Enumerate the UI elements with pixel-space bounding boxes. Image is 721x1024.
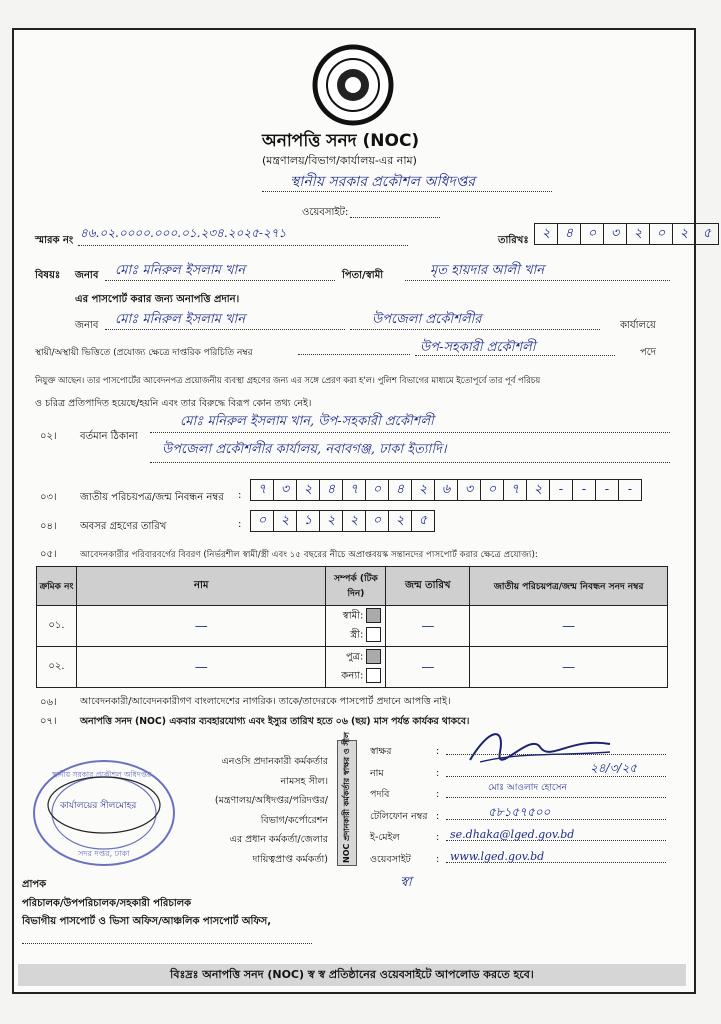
item-num: ০৪।: [40, 521, 57, 532]
subject-tail: এর পাসপোর্ট করার জন্য অনাপত্তি প্রদান।: [75, 294, 240, 305]
cell-serial: ০২.: [37, 647, 77, 688]
janab2-label: জনাব: [75, 320, 99, 331]
office-name: উপজেলা প্রকৌশলীর: [372, 312, 482, 327]
father-name: মৃত হায়দার আলী খান: [430, 263, 545, 278]
line3: নিযুক্ত আছেন। তার পাসপোর্টের আবেদনপত্র প্রয়োজনীয় ব্যবস্থা গ্রহণের জন্য এর সঙ্গে প্রেরণ করা হ'ল। পুলিশ বিভাগের মাধ্যমে ইতোপূর্বে তার পূর্ব পরিচয়: [35, 375, 541, 385]
line4: ও চরিত্র প্রতিপাদিত হয়েছে/হয়নি এবং তার বিরুদ্ধে বিরূপ কোন তথ্য নেই।: [35, 398, 312, 409]
table-row: [37, 647, 668, 688]
date-digit-box: ০: [650, 224, 673, 244]
stamp-officer-name: মোঃ আওলাদ হোসেন: [488, 783, 567, 793]
nid-digit-box: ৪: [389, 480, 412, 500]
checkbox[interactable]: [366, 668, 381, 683]
th-relation: সম্পর্ক (টিক দিন): [326, 567, 386, 606]
nid-digit-box: ৭: [504, 480, 527, 500]
cell-nid: —: [470, 647, 668, 688]
ministry-hint: (মন্ত্রণালয়/বিভাগ/কার্যালয়-এর নাম): [262, 154, 417, 167]
address-line-2: উপজেলা প্রকৌশলীর কার্যালয়, নবাবগঞ্জ, ঢাকা ইত্যাদি।: [162, 442, 447, 457]
nid-digit-box: ৭: [251, 480, 274, 500]
officer-desc-line: দায়িত্বপ্রাপ্ত কর্মকর্তা): [252, 853, 328, 865]
retire-digit-box: ০: [366, 511, 389, 531]
date-digit-box: ২: [535, 224, 558, 244]
nid-digit-box: ২: [527, 480, 550, 500]
rel-husband: স্বামী:: [342, 610, 364, 621]
officer-desc-line: বিভাগ/কর্পোরেশন: [260, 814, 328, 826]
th-dob: জন্ম তারিখ: [386, 567, 470, 606]
th-nid: জাতীয় পরিচয়পত্র/জন্ম নিবন্ধন সনদ নম্বর: [470, 567, 668, 606]
cell-serial: ০১.: [37, 606, 77, 647]
field-email: ই-মেইল: [370, 832, 400, 843]
rel-wife: স্ত্রী:: [350, 629, 364, 641]
govt-seal-icon: [312, 44, 394, 126]
nid-digit-box: ৬: [435, 480, 458, 500]
nid-digit-box: ৩: [274, 480, 297, 500]
applicant-name: মোঃ মনিরুল ইসলাম খান: [115, 263, 246, 278]
applicant-name-2: মোঃ মনিরুল ইসলাম খান: [115, 312, 246, 327]
cell-name: —: [76, 606, 326, 647]
nid-digit-box: -: [596, 480, 619, 500]
table-row: [37, 606, 668, 647]
date-boxes: [534, 223, 719, 245]
father-label: পিতা/স্বামী: [342, 270, 384, 281]
family-label: আবেদনকারীর পরিবারবর্গের বিবরণ (নির্ভরশীল স্বামী/স্ত্রী এবং ১৫ বছরের নীচে অপ্রাপ্তবয়স্ক সন্তানদের পাসপোর্ট করার ক্ষেত্রে প্রযোজ্য):: [80, 550, 538, 560]
noc-officer-vertical-label: NOC প্রদানকারী কর্মকর্তার স্বাক্ষর ও সীল: [342, 731, 351, 863]
subject-label: বিষয়ঃ: [35, 270, 61, 281]
retire-digit-box: ০: [251, 511, 274, 531]
field-name: নাম: [370, 767, 384, 779]
line2-prefix: স্থায়ী/অস্থায়ী ভিত্তিতে (প্রযোজ্য ক্ষেত্রে দাপ্তরিক পরিচিতি নম্বর: [35, 348, 253, 358]
retire-digit-box: ২: [320, 511, 343, 531]
cell-nid: —: [470, 606, 668, 647]
nid-digit-box: -: [627, 482, 633, 497]
retire-boxes: [250, 510, 435, 532]
post-label: পদে: [640, 347, 657, 358]
retire-digit-box: ২: [274, 511, 297, 531]
nid-label: জাতীয় পরিচয়পত্র/জন্ম নিবন্ধন নম্বর: [80, 492, 224, 503]
website-value: www.lged.gov.bd: [450, 850, 545, 863]
officer-desc-line: নামসহ সীল।: [280, 775, 328, 787]
footer-note: বিঃদ্রঃ অনাপত্তি সনদ (NOC) স্ব স্ব প্রতিষ্ঠানের ওয়েবসাইটে আপলোড করতে হবে।: [18, 964, 686, 986]
note-num: ০৬।: [40, 697, 57, 708]
recipient-line-1: পরিচালক/উপপরিচালক/সহকারী পরিচালক: [22, 898, 192, 909]
th-name: নাম: [76, 567, 326, 606]
email-value: se.dhaka@lged.gov.bd: [450, 828, 575, 841]
initial-mark: স্বা: [400, 875, 412, 890]
nid-boxes: [250, 479, 642, 501]
checkbox[interactable]: [366, 627, 381, 642]
address-label: বর্তমান ঠিকানা: [80, 431, 138, 442]
retire-digit-box: ২: [389, 511, 412, 531]
page-title: অনাপত্তি সনদ (NOC): [262, 131, 420, 151]
phone-value: ৫৮১৫৭৫০০: [488, 805, 551, 819]
stamp-ring-text: স্থানীয় সরকার প্রকৌশল অধিদপ্তর: [52, 770, 152, 779]
nid-digit-box: -: [573, 480, 596, 500]
nid-digit-box: ২: [412, 480, 435, 500]
retire-digit-box: ২: [343, 511, 366, 531]
nid-digit-box: ২: [297, 480, 320, 500]
signed-date: ২৪/৩/২৫: [590, 761, 638, 775]
nid-digit-box: ৩: [458, 480, 481, 500]
nid-digit-box: -: [550, 480, 573, 500]
address-line-1: মোঃ মনিরুল ইসলাম খান, উপ-সহকারী প্রকৌশলী: [180, 414, 434, 429]
nid-digit-box: ৪: [320, 480, 343, 500]
field-phone: টেলিফোন নম্বর: [370, 810, 428, 822]
item-num: ০৫।: [40, 549, 57, 560]
janab-label: জনাব: [75, 270, 99, 281]
checkbox[interactable]: [366, 608, 381, 623]
ref-label: স্মারক নং: [35, 235, 74, 246]
officer-desc-line: (মন্ত্রণালয়/অধিদপ্তর/পরিদপ্তর/: [214, 795, 328, 806]
date-digit-box: ২: [673, 224, 696, 244]
retire-digit-box: ১: [297, 511, 320, 531]
field-signature: স্বাক্ষর: [370, 746, 392, 757]
item-num: ০২।: [40, 431, 57, 442]
th-serial: ক্রমিক নং: [37, 567, 77, 606]
date-label: তারিখঃ: [498, 235, 529, 246]
date-digit-box: ৪: [558, 224, 581, 244]
stamp-center: কার্যালয়ের সীলমোহর: [60, 801, 137, 811]
rel-son: পুত্র:: [345, 651, 364, 662]
nid-digit-box: ০: [366, 480, 389, 500]
cell-dob: —: [386, 606, 470, 647]
note-7: অনাপত্তি সনদ (NOC) একবার ব্যবহারযোগ্য এবং ইস্যুর তারিখ হতে ০৬ (ছয়) মাস পর্যন্ত কার্যকর থাকবে।: [80, 716, 470, 727]
nid-digit-box: ০: [481, 480, 504, 500]
note-num: ০৭।: [40, 716, 57, 727]
checkbox[interactable]: [366, 649, 381, 664]
retire-digit-box: ৫: [418, 513, 428, 528]
stamp-bottom: সদর দপ্তর, ঢাকা: [78, 849, 130, 858]
rel-daughter: কন্যা:: [341, 670, 364, 682]
date-digit-box: ২: [627, 224, 650, 244]
item-num: ০৩।: [40, 492, 57, 503]
retire-label: অবসর গ্রহণের তারিখ: [80, 521, 167, 532]
website-label: ওয়েবসাইট:: [302, 207, 349, 218]
officer-desc-line: এর প্রধান কর্মকর্তা/জেলার: [229, 834, 328, 845]
designation: উপ-সহকারী প্রকৌশলী: [420, 340, 536, 355]
ministry-name: স্থানীয় সরকার প্রকৌশল অধিদপ্তর: [290, 174, 475, 190]
date-digit-box: ৩: [604, 224, 627, 244]
nid-digit-box: ৭: [343, 480, 366, 500]
officer-desc: [200, 752, 328, 869]
officer-desc-line: এনওসি প্রদানকারী কর্মকর্তার: [221, 756, 328, 767]
cell-name: —: [76, 647, 326, 688]
date-digit-box: ০: [581, 224, 604, 244]
field-website: ওয়েবসাইট: [370, 853, 411, 865]
ref-number: ৪৬.০২.০০০০.০০০.০১.২৩৪.২০২৫-২৭১: [80, 226, 287, 240]
note-6: আবেদনকারী/আবেদনকারীগণ বাংলাদেশের নাগরিক। তাকে/তাদেরকে পাসপোর্ট প্রদানে আপত্তি নাই।: [80, 696, 451, 707]
recipient-label: প্রাপক: [22, 879, 47, 890]
office-label: কার্যালয়ে: [620, 320, 656, 331]
family-table: [36, 566, 668, 688]
field-designation: পদবি: [370, 789, 390, 800]
recipient-line-2: বিভাগীয় পাসপোর্ট ও ভিসা অফিস/আঞ্চলিক পাসপোর্ট অফিস,: [22, 916, 272, 927]
cell-dob: —: [386, 647, 470, 688]
officer-fields: [370, 741, 428, 870]
date-digit-box: ৫: [702, 226, 712, 241]
